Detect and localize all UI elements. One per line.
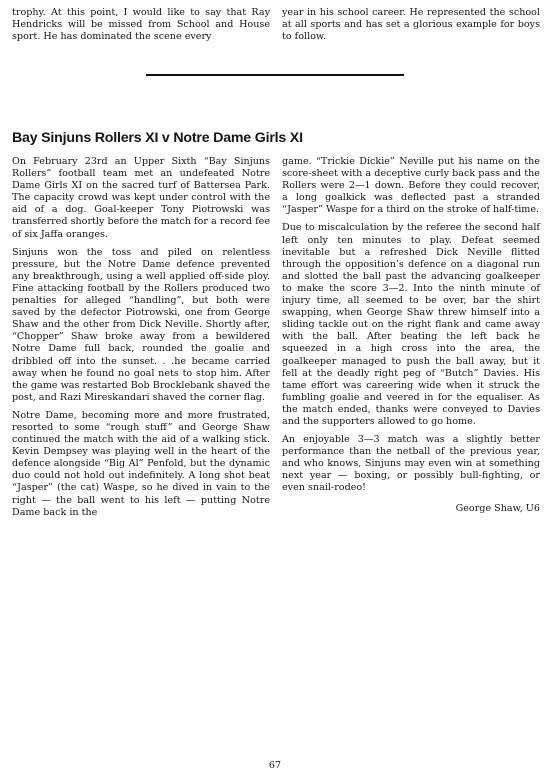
article-byline: George Shaw, U6: [455, 502, 540, 514]
article-paragraph: game. “Trickie Dickie” Neville put his name on the score-sheet with a deceptive curly back pass and the Rollers were 2—1 down. Before they could recover, a long goalkick was deflected past a stranded “Jasper” Waspe for a third on the stroke of half-time.: [282, 156, 540, 216]
article-title: Bay Sinjuns Rollers XI v Notre Dame Girls XI: [12, 130, 303, 146]
article-left-column: [12, 156, 270, 525]
previous-article-text-right: year in his school career. He represented the school at all sports and has set a glorious example for boys to follow.: [282, 7, 540, 43]
article-paragraph: On February 23rd an Upper Sixth “Bay Sinjuns Rollers” football team met an undefeated Notre Dame Girls XI on the sacred turf of Battersea Park. The capacity crowd was kept under control with the aid of a dog. Goal-keeper Tony Piotrowski was transferred shortly before the match for a record fee of six Jaffa oranges.: [12, 156, 270, 240]
previous-article-left-column: [12, 7, 270, 49]
article-paragraph: An enjoyable 3—3 match was a slightly better performance than the netball of the previous year, and who knows, Sinjuns may even win at something next year — boxing, or possibly bull-fighting, or even snail-rodeo!: [282, 434, 540, 494]
article-paragraph: Due to miscalculation by the referee the second half left only ten minutes to play. Defeat seemed inevitable but a refreshed Dick Neville flitted through the opposition’s defence on a diagonal run and slotted the ball past the advancing goalkeeper to make the score 3—2. Into the ninth minute of injury time, all seemed to be over, bar the shirt swapping, when George Shaw threw himself into a sliding tackle out on the right flank and came away with the ball. After beating the left back he squeezed in a high cross into the area, the goalkeeper managed to push the ball away, but it fell at the deadly right peg of “Butch” Davies. His tame effort was careering wide when it struck the fumbling goalie and veered in for the equaliser. As the match ended, thanks were conveyed to Davies and the supporters allowed to go home.: [282, 222, 540, 427]
section-divider: [146, 74, 404, 76]
article-right-column: [282, 156, 540, 521]
page-number: 67: [268, 760, 282, 771]
previous-article-text-left: trophy. At this point, I would like to say that Ray Hendricks will be missed from School and House sport. He has dominated the scene every: [12, 7, 270, 43]
article-paragraph: Notre Dame, becoming more and more frustrated, resorted to some “rough stuff” and George Shaw continued the match with the aid of a walking stick. Kevin Dempsey was playing well in the heart of the defence alongside “Big Al” Penfold, but the dynamic duo could not hold out indefinitely. A long shot beat “Jasper” (the cat) Waspe, so he dived in vain to the right — the ball went to his left — putting Notre Dame back in the: [12, 409, 270, 518]
article-paragraph: Sinjuns won the toss and piled on relentless pressure, but the Notre Dame defence prevented any breakthrough, using a well applied off-side ploy. Fine attacking football by the Rollers produced two penalties for alleged “handling”, but both were saved by the defector Piotrowski, one from George Shaw and the other from Dick Neville. Shortly after, “Chopper” Shaw broke away from a bewildered Notre Dame full back, rounded the goalie and dribbled off into the sunset. . .he became carried away when he found no goal nets to stop him. After the game was restarted Bob Brocklebank shaved the post, and Razi Mireskandari shaved the corner flag.: [12, 246, 270, 403]
previous-article-right-column: [282, 7, 540, 49]
